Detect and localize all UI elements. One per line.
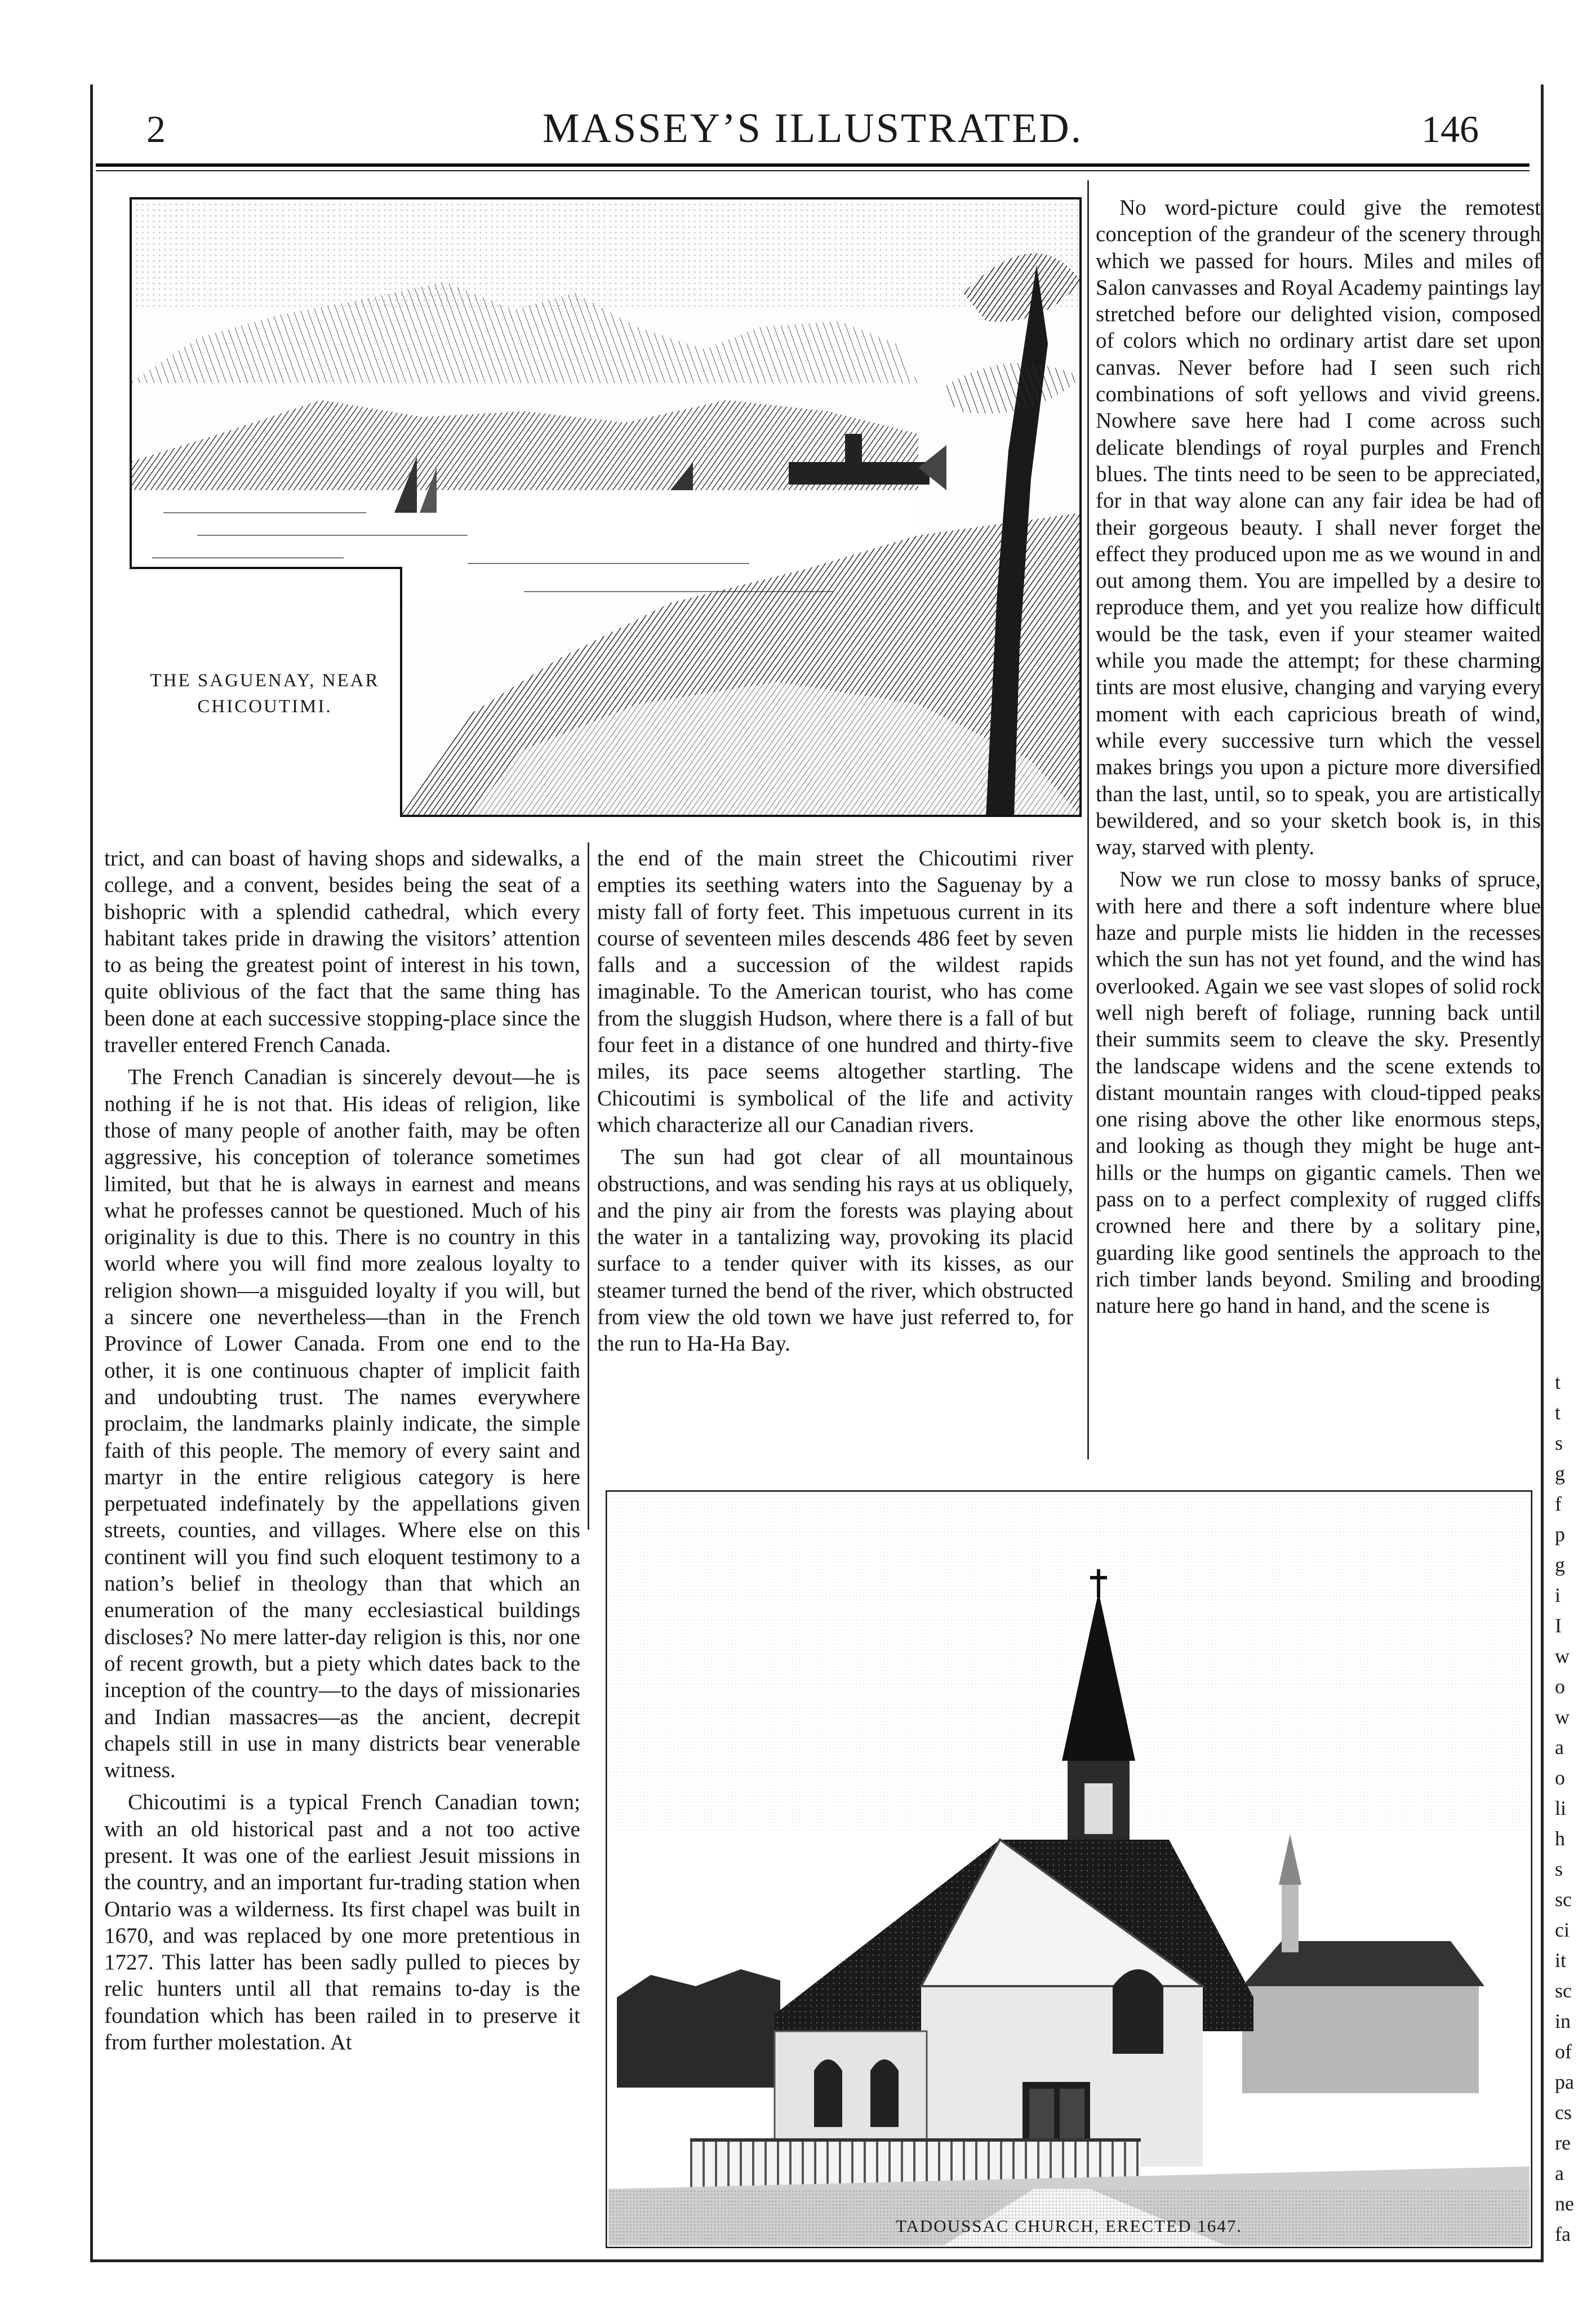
column-rule-right [1087, 180, 1089, 1459]
edge-fragment: fa [1555, 2223, 1571, 2245]
edge-fragment: i [1555, 1584, 1561, 1606]
edge-fragment: s [1555, 1858, 1563, 1880]
edge-fragment: w [1555, 1645, 1570, 1667]
edge-fragment: a [1555, 1736, 1564, 1759]
edge-fragment: pa [1555, 2071, 1574, 2093]
edge-fragment: h [1555, 1827, 1565, 1850]
left-paragraph-2: The French Canadian is sincerely devout—he is nothing if he is not that. His ideas of religion, like those of many people of another faith, may be often aggressive, his conception of tolerance sometimes limited, but that he is always in earnest and means what he professes cannot be questioned. Much of his originality is due to this. There is no country in this world where you will find more zealous loyalty to religion shown—a misguided loyalty if you will, but a sincere one nevertheless—than in the French Province of Lower Canada. From one end to the other, it is one continuous chapter of implicit faith and undoubting trust. The names everywhere proclaim, the landmarks plainly indicate, the simple faith of this people. The memory of every saint and martyr in the entire religious category is here perpetuated indefinately by the appellations given streets, counties, and villages. Where else on this continent will you find such eloquent testimony to a nation’s belief in theology than that which an enumeration of the many ecclesiastical buildings discloses? No mere latter-day religion is this, nor one of recent growth, but a piety which dates back to the inception of the country—to the days of missionaries and Indian massacres—as the ancient, decrepit chapels still in use in many districts bear venerable witness. [104, 1065, 580, 1783]
tadoussac-church-photo [606, 1490, 1532, 2248]
edge-fragment: s [1555, 1432, 1563, 1454]
masthead-title: MASSEY’S ILLUSTRATED. [542, 105, 1083, 152]
edge-fragment: I [1555, 1614, 1562, 1637]
edge-fragment: t [1555, 1401, 1561, 1424]
edge-fragment: g [1555, 1553, 1565, 1576]
saguenay-illustration [130, 197, 1082, 817]
header-rule [96, 163, 1530, 167]
column-left [104, 845, 580, 2061]
edge-fragment: in [1555, 2010, 1571, 2032]
page-number-left: 2 [146, 108, 166, 150]
column-rule-left [588, 842, 589, 1530]
page-border-right [1541, 85, 1544, 2259]
middle-paragraph-2: The sun had got clear of all mountainous obstructions, and was sending his rays at us obliquely, and the piny air from the forests was playing about the water in a tantalizing way, provoking its placid surface to a tender quiver with its kisses, as our steamer turned the bend of the river, which obstructed from view the old town we have just referred to, for the run to Ha-Ha Bay. [597, 1145, 1073, 1356]
edge-fragment: o [1555, 1675, 1565, 1698]
saguenay-engraving [130, 197, 1082, 817]
left-paragraph-1: trict, and can boast of having shops and sidewalks, a college, and a convent, besides being the seat of a bishopric with a splendid cathedral, which every habitant takes pride in drawing the visitors’ attention to as being the greatest point of interest in his town, quite oblivious of the fact that the same thing has been done at each successive stopping-place since the traveller entered French Canada. [104, 846, 580, 1058]
edge-fragment: a [1555, 2162, 1564, 2184]
column-middle [597, 845, 1073, 1363]
edge-fragment: sc [1555, 1888, 1572, 1911]
left-paragraph-3: Chicoutimi is a typical French Canadian town; with an old historical past and a not too active present. It was one of the earliest Jesuit missions in the country, and an important fur-trading station when Ontario was a wilderness. Its first chapel was built in 1670, and was replaced by one more pretentious in 1727. This latter has been sadly pulled to pieces by relic hunters until all that remains to-day is the foundation which has been railed in to preserve it from further molestation. At [104, 1790, 580, 2055]
page-header [96, 85, 1530, 169]
middle-paragraph-1: the end of the main street the Chicoutimi river empties its seething waters into the Saguenay by a misty fall of forty feet. This impetuous current in its course of seventeen miles descends 486 feet by seven falls and a succession of the wildest rapids imaginable. To the American tourist, who has come from the sluggish Hudson, where there is a fall of but four feet in a distance of one hundred and thirty-five miles, its pace seems altogether startling. The Chicoutimi is symbolical of the life and activity which characterize all our Canadian rivers. [597, 846, 1073, 1137]
column-right [1096, 194, 1541, 1325]
page-border-bottom [90, 2259, 1544, 2262]
edge-fragment: it [1555, 1949, 1567, 1972]
edge-fragment: ne [1555, 2192, 1574, 2215]
edge-fragment: ci [1555, 1919, 1570, 1941]
saguenay-caption [130, 668, 400, 720]
edge-fragment: w [1555, 1706, 1570, 1728]
saguenay-caption-line2: CHICOUTIMI. [197, 696, 332, 717]
edge-fragment: p [1555, 1523, 1565, 1546]
edge-fragment: f [1555, 1493, 1562, 1515]
edge-fragment: re [1555, 2132, 1571, 2154]
edge-fragment: cs [1555, 2101, 1572, 2124]
edge-fragment: o [1555, 1766, 1565, 1789]
right-paragraph-1: No word-picture could give the remotest conception of the grandeur of the scenery through which we passed for hours. Miles and miles of Salon canvasses and Royal Academy paintings lay stretched before our delighted vision, composed of colors which no ordinary artist dare set upon canvas. Never before had I seen such rich combinations of soft yellows and vivid greens. Nowhere save here had I come across such delicate blendings of royal purples and French blues. The tints need to be seen to be appreciated, for in that way alone can any fair idea be had of their gorgeous beauty. I shall never forget the effect they produced upon me as we wound in and out among them. You are impelled by a desire to reproduce them, and yet you realize how difficult would be the task, even if your steamer waited while you made the attempt; for these charming tints are most elusive, changing and varying every moment with each capricious breath of wind, while every successive turn which the vessel makes brings you upon a picture more diversified than the last, until, so to speak, you are artistically bewildered, and so your sketch book is, in this way, starved with plenty. [1096, 196, 1541, 860]
edge-fragment: g [1555, 1462, 1565, 1485]
tadoussac-caption: TADOUSSAC CHURCH, ERECTED 1647. [896, 2216, 1242, 2236]
page-number-right: 146 [1421, 108, 1479, 150]
edge-fragment: t [1555, 1371, 1561, 1393]
right-paragraph-2: Now we run close to mossy banks of spruce, with here and there a soft indenture where blue haze and purple mists lie hidden in the recesses which the sun has not yet found, and the wind has overlooked. Again we see vast slopes of solid rock well nigh bereft of foliage, running back until their summits seem to cleave the sky. Presently the landscape widens and the scene extends to distant mountain ranges with cloud-tipped peaks one rising above the other like enormous steps, and looking as though they might be huge ant-hills or the humps on gigantic camels. Then we pass on to a perfect complexity of rugged cliffs crowned here and there by a solitary pine, guarding like good sentinels the approach to the rich timber lands beyond. Smiling and brooding nature here go hand in hand, and the scene is [1096, 867, 1541, 1318]
edge-fragment: sc [1555, 1979, 1572, 2002]
saguenay-caption-line1: THE SAGUENAY, NEAR [150, 671, 380, 691]
header-rule-thin [96, 170, 1530, 171]
edge-fragment: of [1555, 2040, 1572, 2063]
church-halftone [606, 1490, 1532, 2248]
page-border-left [90, 85, 93, 2259]
edge-fragment: li [1555, 1797, 1567, 1819]
